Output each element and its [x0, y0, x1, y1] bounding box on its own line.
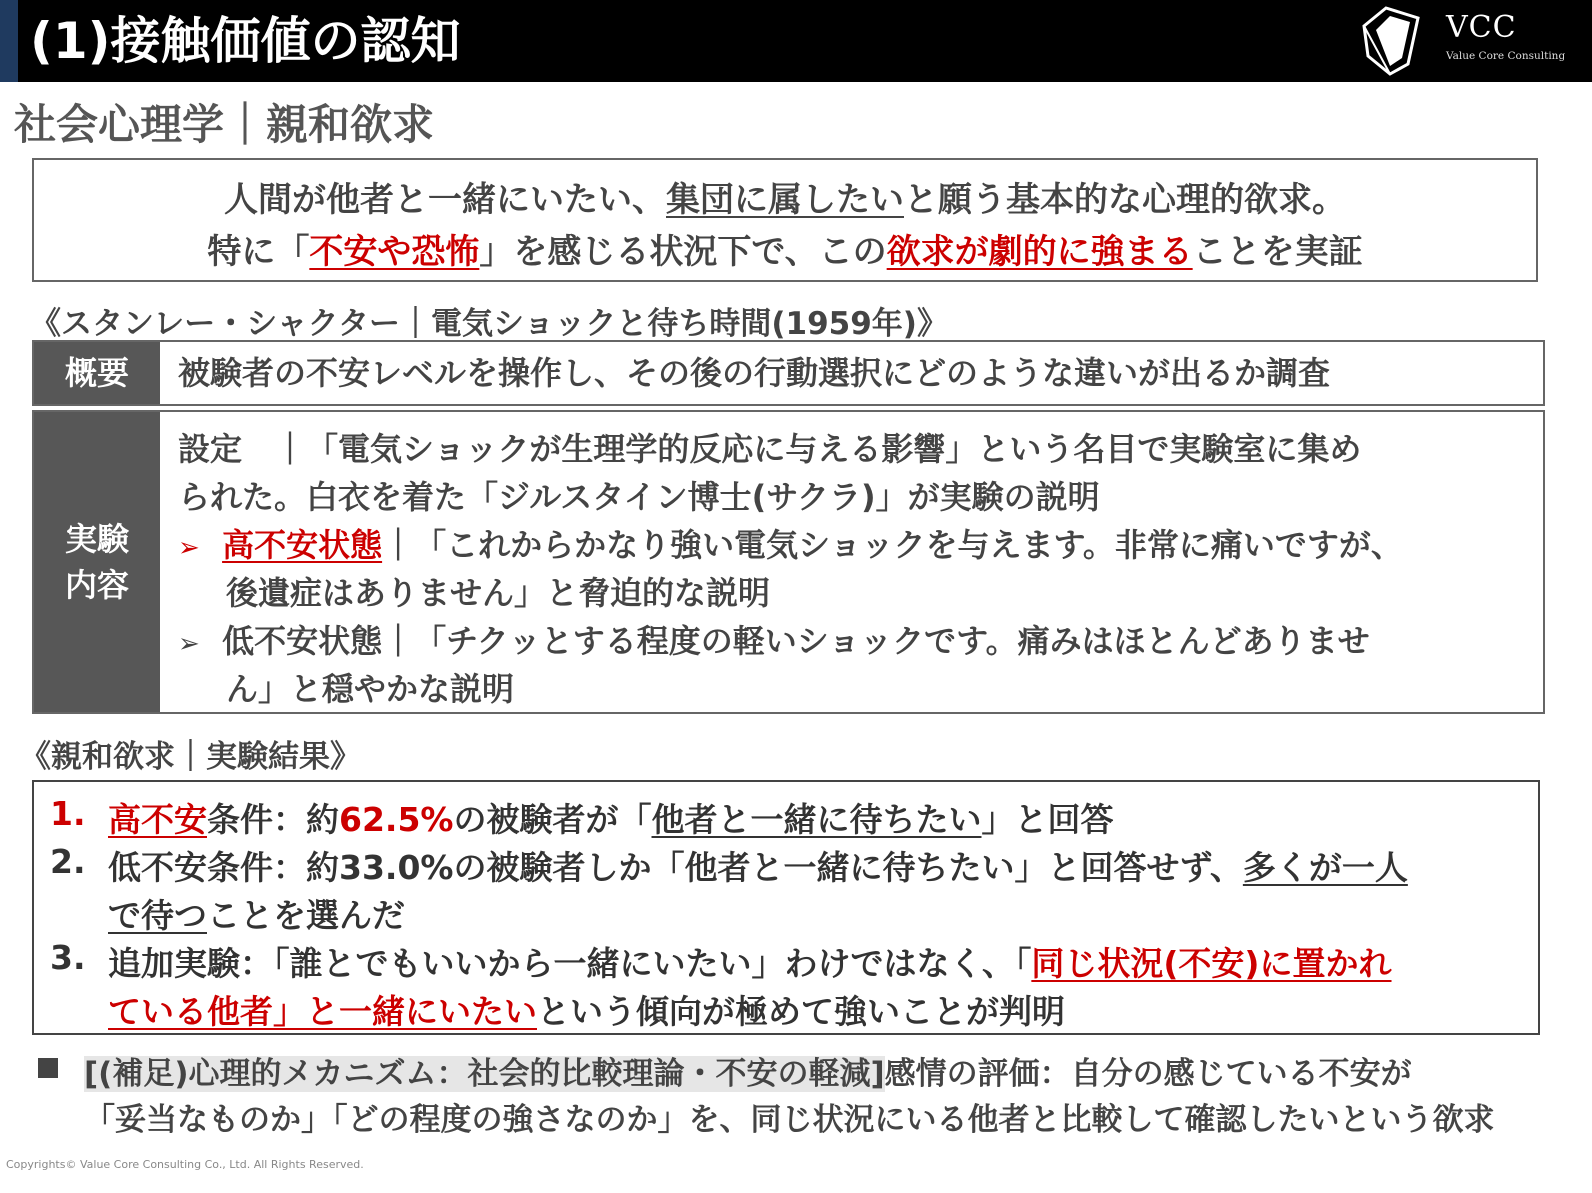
setup-line-1: 設定 ｜「電気ショックが生理学的反応に与える影響」という名目で実験室に集め — [178, 430, 1362, 468]
definition-box — [32, 158, 1538, 282]
note-highlight: [(補足)心理的メカニズム：社会的比較理論・不安の軽減] — [84, 1056, 885, 1092]
definition-text: と願う基本的な心理的欲求。 — [904, 180, 1346, 220]
arrow-bullet-icon: ➢ — [178, 533, 200, 563]
note-line-1 — [84, 1048, 1412, 1093]
overview-text: 被験者の不安レベルを操作し、その後の行動選択にどのような違いが出るか調査 — [178, 354, 1331, 392]
experiment-label-line: 内容 — [64, 566, 129, 604]
result-text: という傾向が極めて強いことが判明 — [537, 992, 1065, 1031]
results-box — [32, 780, 1540, 1035]
diamond-logo-icon — [1356, 4, 1426, 76]
copyright: Copyrights© Value Core Consulting Co., Ltd. All Rights Reserved. — [6, 1158, 364, 1171]
study-heading: 《スタンレー・シャクター｜電気ショックと待ち時間(1959年)》 — [30, 306, 948, 342]
definition-underlined: 集団に属したい — [666, 180, 904, 220]
high-anxiety-text: ｜「これからかなり強い電気ショックを与えます。非常に痛いですが、 — [382, 526, 1403, 564]
result-highlight: ている他者」と一緒にいたい — [108, 992, 537, 1031]
overview-row — [32, 340, 1545, 406]
result-highlight: 高不安 — [108, 800, 207, 839]
definition-text: ことを実証 — [1192, 232, 1363, 272]
header-accent — [0, 0, 18, 82]
result-number: 2. — [50, 842, 86, 881]
definition-line-1 — [34, 172, 1536, 221]
subtitle: 社会心理学｜親和欲求 — [14, 100, 435, 149]
result-text: 条件：約 — [207, 800, 339, 839]
result-text: の被験者が「 — [453, 800, 652, 839]
low-anxiety-line-2: ん」と穏やかな説明 — [226, 670, 515, 708]
result-underlined: で待つ — [108, 896, 207, 935]
definition-highlight: 不安や恐怖 — [309, 232, 480, 272]
low-anxiety-line-1 — [178, 616, 1370, 662]
result-item-3-cont — [108, 986, 1065, 1033]
note-line-2: 「妥当なものか」「どの程度の強さなのか」を、同じ状況にいる他者と比較して確認したいという欲求 — [84, 1102, 1495, 1138]
result-text: 追加実験：「誰とでもいいから一緒にいたい」わけではなく、「 — [108, 944, 1032, 983]
result-heading: 《親和欲求｜実験結果》 — [20, 739, 361, 775]
result-text: 低不安条件：約33.0%の被験者しか「他者と一緒に待ちたい」と回答せず、 — [108, 848, 1243, 887]
square-bullet-icon — [38, 1058, 58, 1078]
definition-text: 人間が他者と一緒にいたい、 — [224, 180, 666, 220]
result-underlined: 多くが一人 — [1242, 848, 1408, 887]
definition-text: 」を感じる状況下で、この — [479, 232, 887, 272]
low-anxiety-text: 低不安状態｜「チクッとする程度の軽いショックです。痛みはほとんどありませ — [222, 622, 1370, 660]
result-item-2-cont — [108, 890, 405, 937]
result-highlight: 同じ状況(不安)に置かれ — [1031, 944, 1392, 983]
logo-text: VCC — [1446, 10, 1517, 45]
high-anxiety-line-1 — [178, 520, 1403, 566]
note-text: 感情の評価：自分の感じている不安が — [884, 1056, 1412, 1092]
logo-subtext: Value Core Consulting — [1446, 50, 1566, 62]
slide-title: (1)接触価値の認知 — [30, 12, 461, 70]
result-number: 1. — [50, 794, 86, 833]
result-text: ことを選んだ — [207, 896, 405, 935]
setup-line-2: られた。白衣を着た「ジルスタイン博士(サクラ)」が実験の説明 — [178, 478, 1100, 516]
result-text: 」と回答 — [981, 800, 1114, 839]
result-percent: 62.5% — [339, 800, 454, 839]
definition-line-2 — [34, 224, 1536, 273]
high-anxiety-line-2: 後遺症はありません」と脅迫的な説明 — [226, 574, 771, 612]
definition-text: 特に「 — [207, 232, 310, 272]
arrow-bullet-icon: ➢ — [178, 629, 200, 659]
result-number: 3. — [50, 938, 86, 977]
experiment-label-line: 実験 — [64, 520, 129, 558]
high-anxiety-label: 高不安状態 — [222, 526, 383, 564]
result-underlined: 他者と一緒に待ちたい — [651, 800, 982, 839]
experiment-row — [32, 410, 1545, 714]
company-logo — [1356, 4, 1566, 78]
definition-highlight: 欲求が劇的に強まる — [886, 232, 1193, 272]
experiment-label — [34, 412, 160, 712]
overview-label: 概要 — [34, 342, 160, 404]
